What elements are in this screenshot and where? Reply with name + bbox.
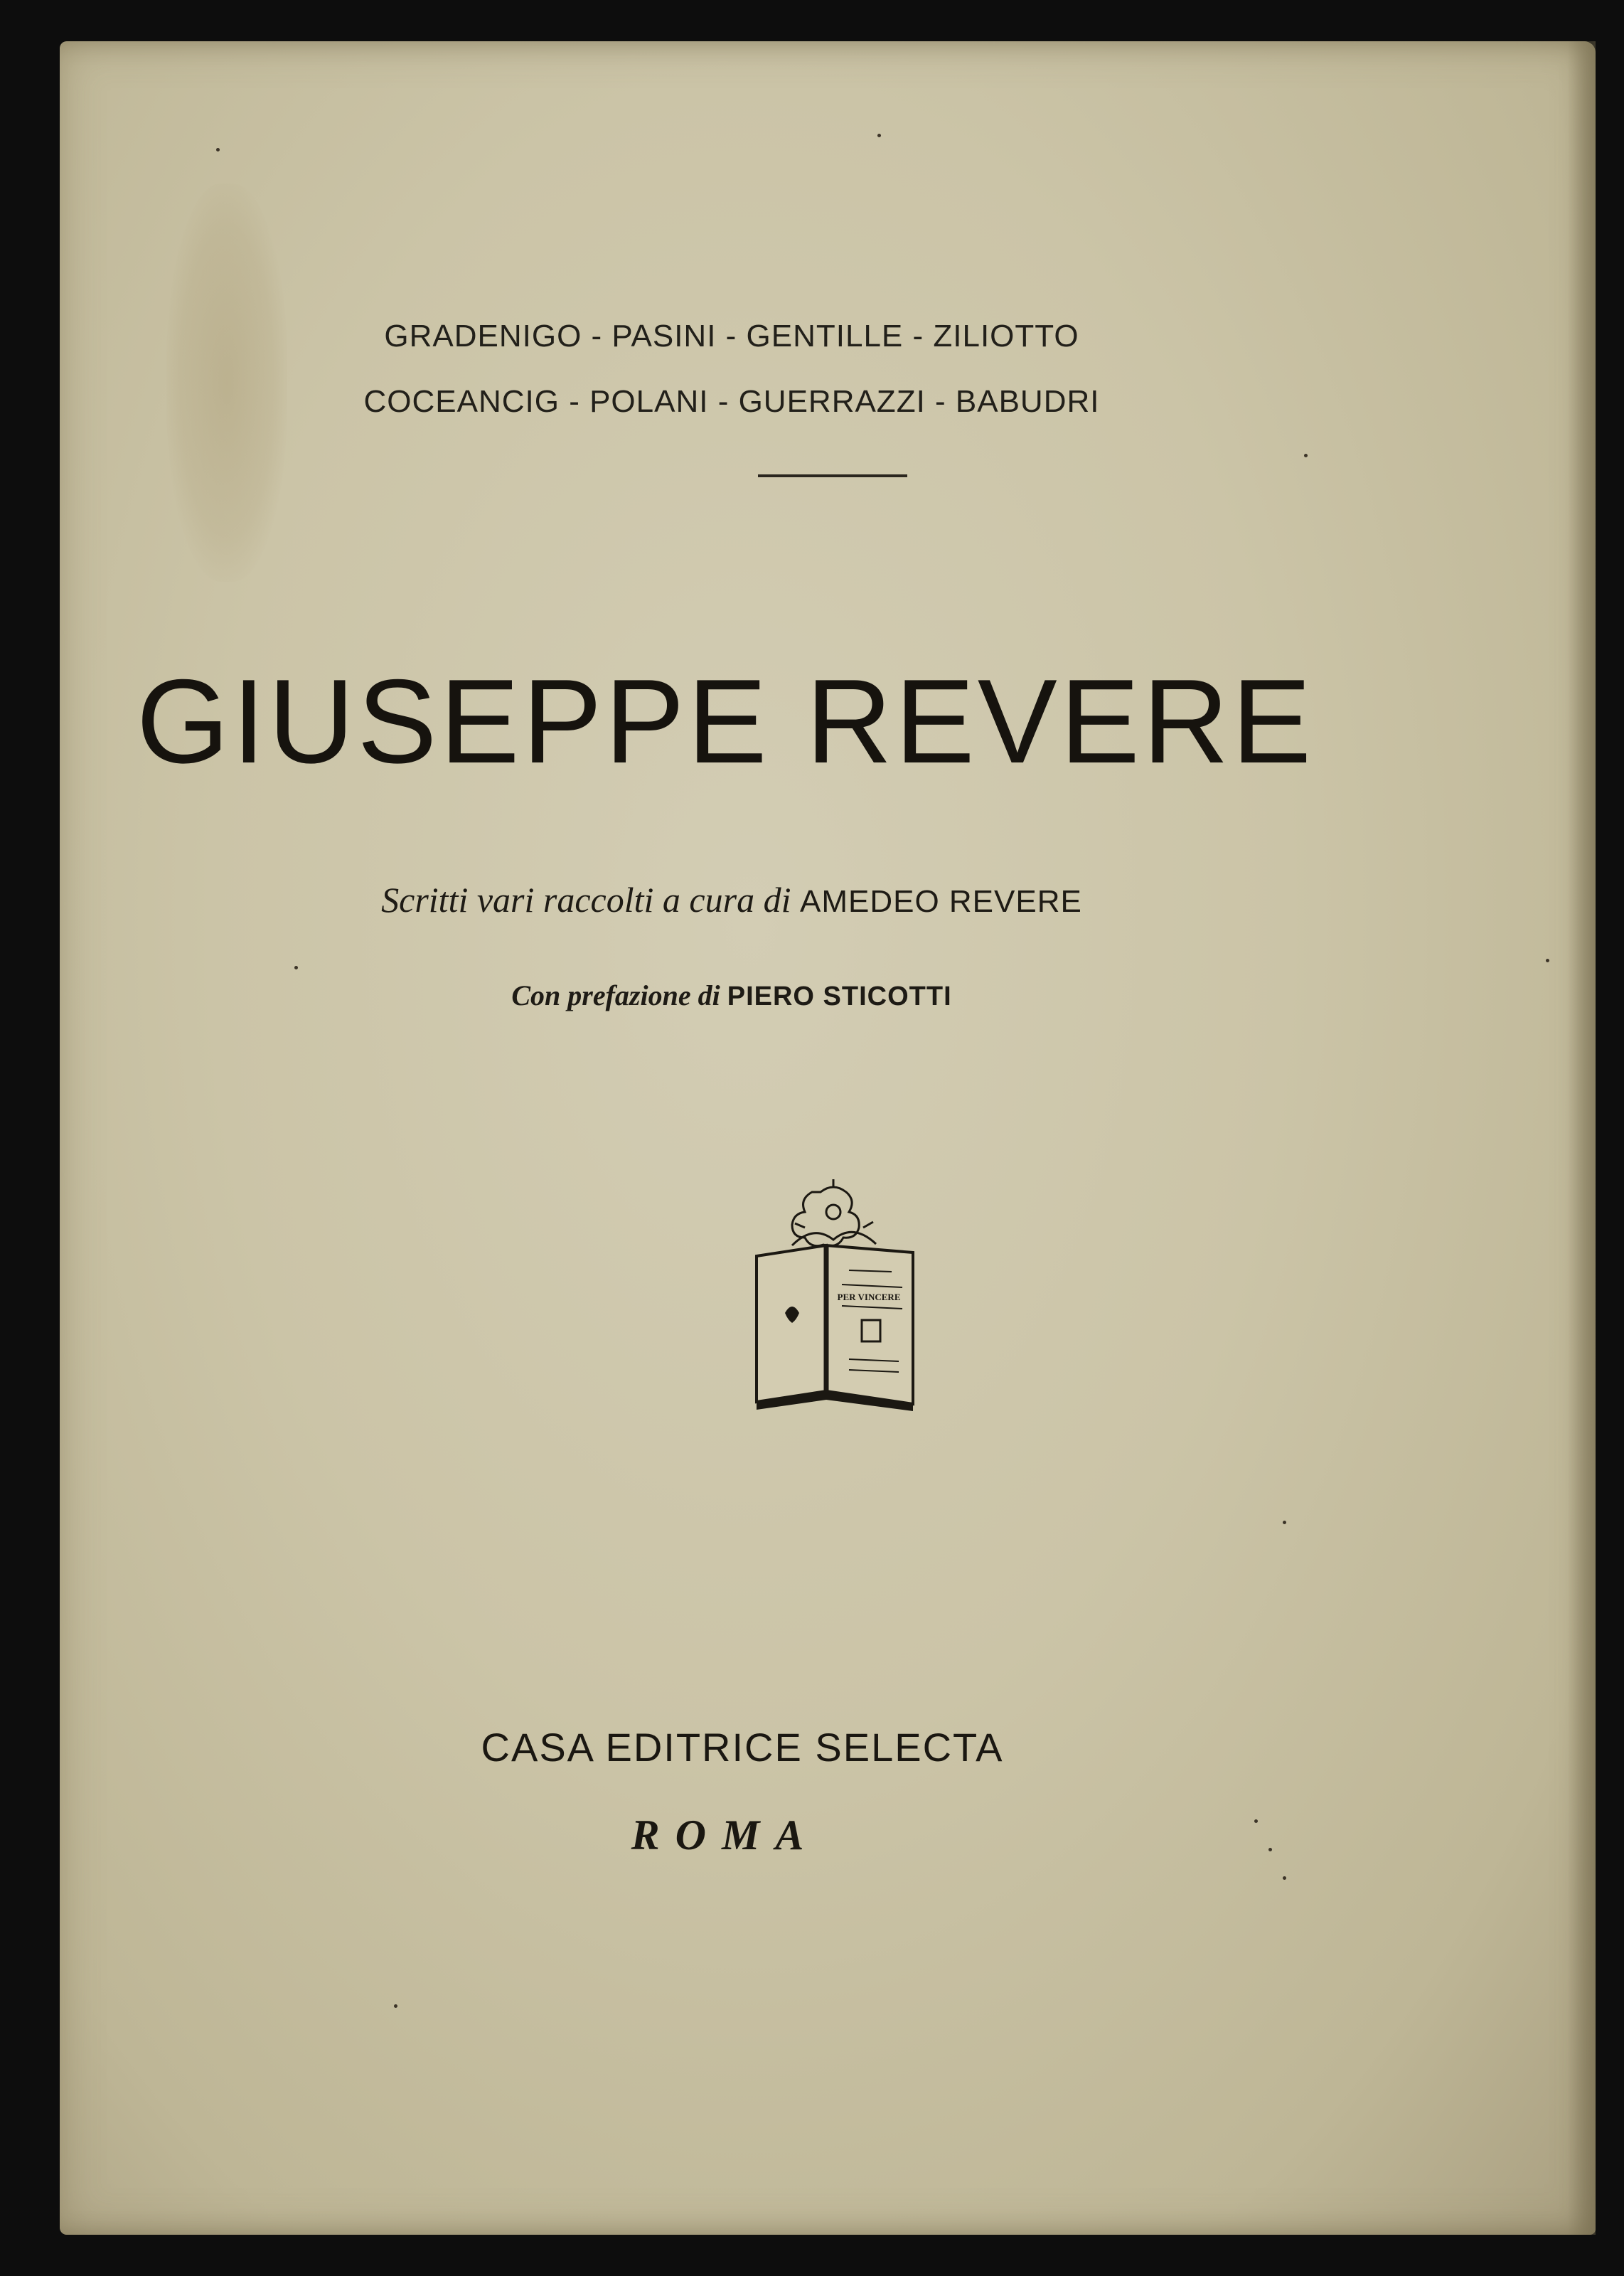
open-book-with-laurel-icon <box>742 1178 927 1420</box>
editor-name: AMEDEO REVERE <box>799 884 1082 919</box>
paper-speck <box>1304 454 1308 457</box>
paper-speck <box>394 2004 397 2008</box>
paper-speck <box>216 148 220 151</box>
authors-line-1: GRADENIGO - PASINI - GENTILLE - ZILIOTTO <box>384 319 1079 353</box>
preface-author: PIERO STICOTTI <box>727 982 952 1011</box>
worn-edge <box>1567 41 1596 2235</box>
water-stain <box>166 184 287 582</box>
book-title: GIUSEPPE REVERE <box>136 654 1315 788</box>
authors-line-2: COCEANCIG - POLANI - GUERRAZZI - BABUDRI <box>363 384 1100 419</box>
emblem-book-text: PER VINCERE <box>837 1292 901 1302</box>
paper-speck <box>294 966 298 969</box>
subtitle <box>0 879 1500 920</box>
divider-rule <box>758 474 907 477</box>
paper-speck <box>1283 1521 1286 1524</box>
subtitle-text: Scritti vari raccolti a cura di <box>381 880 791 920</box>
preface-text: Con prefazione di <box>511 979 720 1011</box>
publisher-city: ROMA <box>631 1812 820 1858</box>
publisher-name: CASA EDITRICE SELECTA <box>481 1725 1004 1770</box>
paper-speck <box>877 134 881 137</box>
paper-speck <box>1283 1876 1286 1880</box>
paper-speck <box>1546 959 1549 962</box>
book-cover <box>60 41 1596 2235</box>
preface-line <box>0 979 1500 1012</box>
